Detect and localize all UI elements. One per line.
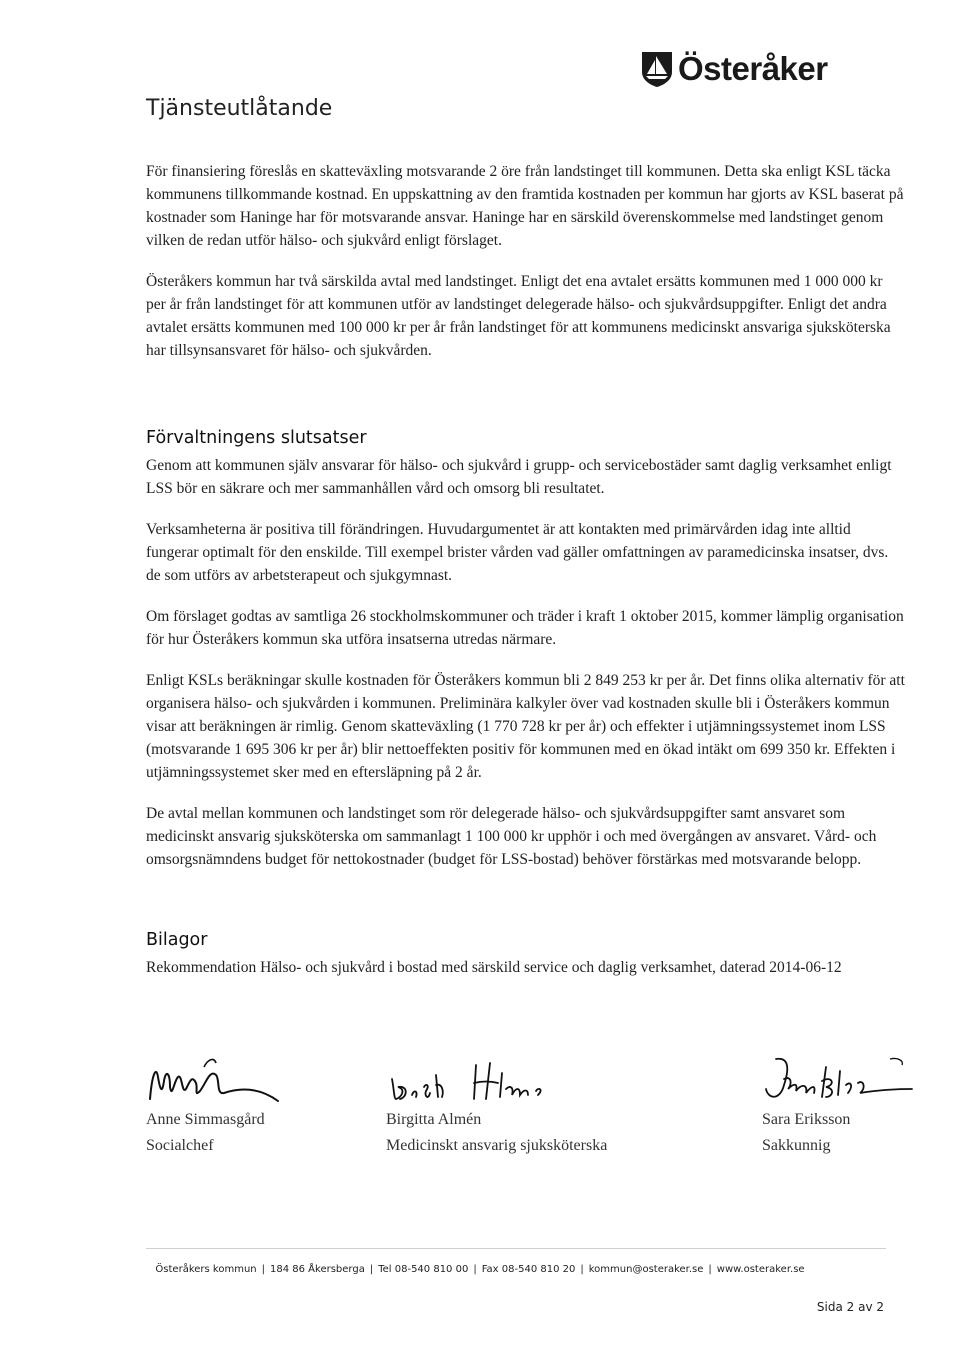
footer-website: www.osteraker.se [716, 1264, 805, 1275]
intro-paragraph-agreements: Österåkers kommun har två särskilda avtal med landstinget. Enligt det ena avtalet ersätts kommunen med 1 000 000 kr per år från landstinget för att kommunen utför av landstinget delegerade hälso- och sjukvårdsuppgifter. Enligt det andra avtalet ersätts kommunen med 100 000 kr per år från landstinget för att kommunens medicinskt ansvariga sjuksköterska har tillsynsansvaret för hälso- och sjukvården. [146, 273, 891, 359]
signatory-role: Sakkunnig [762, 1137, 831, 1154]
attachment-item: Rekommendation Hälso- och sjukvård i bostad med särskild service och daglig verksamhet, daterad 2014-06-12 [146, 959, 842, 976]
signatory-role: Medicinskt ansvarig sjuksköterska [386, 1137, 608, 1154]
intro-paragraph-financing: För finansiering föreslås en skatteväxling motsvarande 2 öre från landstinget till kommunen. Detta ska enligt KSL täcka kommunens tillkommande kostnad. En uppskattning av den framtida kostnaden per kommun har gjorts av KSL baserat på kostnader som Haninge har för motsvarande ansvar. Haninge har en särskild överenskommelse med landstinget genom vilken de redan utför hälso- och sjukvård enligt förslaget. [146, 163, 904, 249]
conclusion-paragraph: De avtal mellan kommunen och landstinget som rör delegerade hälso- och sjukvårdsuppgifter samt ansvaret som medicinskt ansvarig sjuksköterska om sammanlagt 1 100 000 kr upphör i och med övergången av ansvaret. Vård- och omsorgsnämndens budget för nettokostnader (budget för LSS-bostad) behöver förstärkas med motsvarande belopp. [146, 805, 877, 868]
footer-organization: Österåkers kommun [155, 1264, 257, 1275]
conclusion-paragraph: Verksamheterna är positiva till förändringen. Huvudargumentet är att kontakten med primärvården idag inte alltid fungerar optimalt för den enskilde. Till exempel brister vården vad gäller omfattningen av paramedicinska insatser, dvs. de som utförs av arbetsterapeut och sjukgymnast. [146, 521, 889, 584]
signatory-role: Socialchef [146, 1137, 214, 1154]
conclusion-paragraph: Enligt KSLs beräkningar skulle kostnaden för Österåkers kommun bli 2 849 253 kr per år. Det finns olika alternativ för att organisera hälso- och sjukvården i kommunen. Preliminära kalkyler över vad kostnaden skulle bli i Österåkers kommun visar att beräkningen är rimlig. Genom skatteväxling (1 770 728 kr per år) och effekter i utjämningssystemet inom LSS (motsvarande 1 695 306 kr per år) blir nettoeffekten positiv för kommunen med en ökad intäkt om 699 350 kr. Effekten i utjämningssystemet sker med en eftersläpning på 2 år. [146, 672, 905, 781]
conclusion-paragraph: Om förslaget godtas av samtliga 26 stockholmskommuner och träder i kraft 1 oktober 2015, kommer lämplig organisation för hur Österåkers kommun ska utföra insatserna utredas närmare. [146, 608, 904, 648]
conclusions-heading: Förvaltningens slutsatser [146, 428, 367, 448]
handwritten-signature-image [146, 1055, 286, 1107]
attachments-heading: Bilagor [146, 930, 208, 950]
footer-address: 184 86 Åkersberga [270, 1264, 365, 1275]
signature-block-socialchef [146, 1055, 286, 1159]
contact-footer: Österåkers kommun | 184 86 Åkersberga | Tel 08-540 810 00 | Fax 08-540 810 20 | kommun@osteraker.se | www.osteraker.se [155, 1264, 805, 1275]
organization-logo [640, 50, 828, 88]
attachments-section [146, 930, 906, 979]
document-title: Tjänsteutlåtande [146, 96, 333, 121]
logo-text: Österåker [678, 50, 828, 87]
signatory-name: Anne Simmasgård [146, 1111, 265, 1128]
signatory-name: Sara Eriksson [762, 1111, 851, 1128]
footer-phone: Tel 08-540 810 00 [378, 1264, 469, 1275]
handwritten-signature-image [762, 1055, 922, 1107]
footer-divider [146, 1248, 886, 1249]
signatory-name: Birgitta Almén [386, 1111, 482, 1128]
handwritten-signature-image [386, 1055, 576, 1107]
intro-section [146, 160, 906, 362]
footer-fax: Fax 08-540 810 20 [481, 1264, 576, 1275]
signature-block-mas [386, 1055, 607, 1159]
signature-block-sakkunnig [762, 1055, 922, 1159]
conclusions-section [146, 428, 906, 871]
page-number: Sida 2 av 2 [816, 1300, 884, 1314]
conclusion-paragraph: Genom att kommunen själv ansvarar för hälso- och sjukvård i grupp- och servicebostäder samt daglig verksamhet enligt LSS bör en säkrare och mer sammanhållen vård och omsorg bli resultatet. [146, 457, 892, 497]
municipality-shield-icon [640, 50, 674, 88]
footer-email: kommun@osteraker.se [588, 1264, 704, 1275]
